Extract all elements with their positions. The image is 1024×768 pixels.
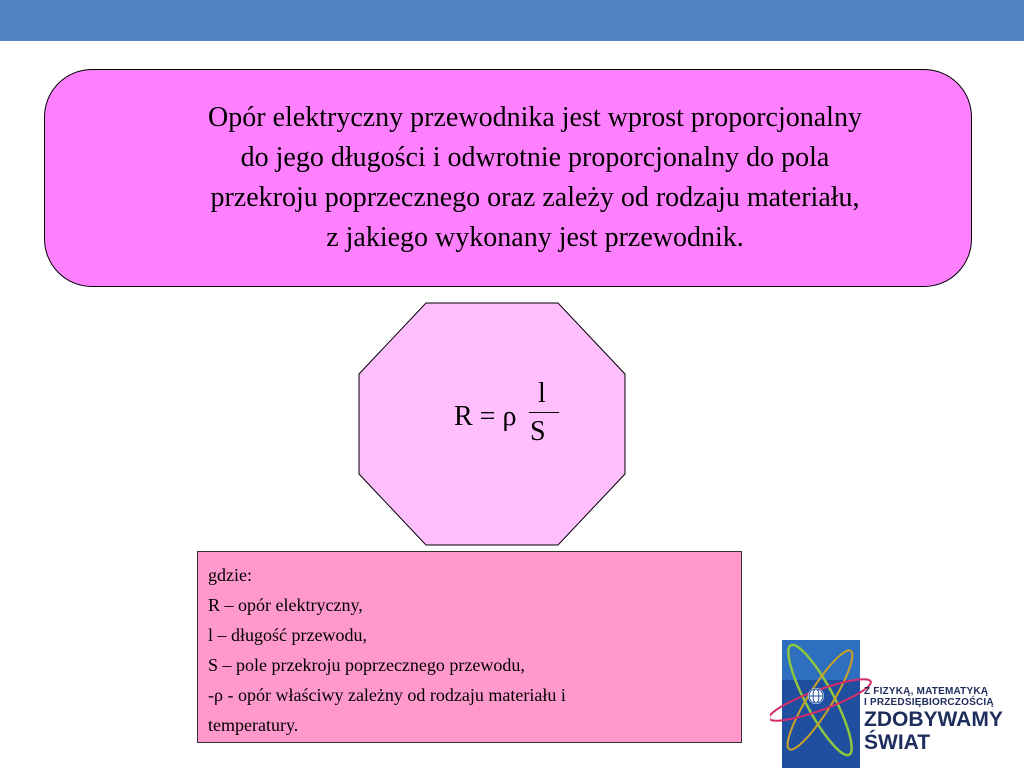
legend-line: temperatury. xyxy=(208,715,299,735)
legend-line: gdzie: xyxy=(208,565,252,585)
legend-box xyxy=(197,551,742,743)
top-bar xyxy=(0,0,1024,41)
legend-line: l – długość przewodu, xyxy=(208,625,367,645)
definition-line: przekroju poprzecznego oraz zależy od rodzaju materiału, xyxy=(210,182,860,213)
definition-line: z jakiego wykonany jest przewodnik. xyxy=(326,222,744,253)
definition-text xyxy=(85,98,985,258)
legend-line: -ρ - opór właściwy zależny od rodzaju materiału i xyxy=(208,685,566,705)
logo-text xyxy=(864,686,1003,754)
logo-title: ZDOBYWAMY xyxy=(864,708,1003,731)
logo-tagline: Z FIZYKĄ, MATEMATYKĄ xyxy=(864,686,989,697)
definition-line: do jego długości i odwrotnie proporcjonalny do pola xyxy=(240,142,830,173)
definition-box xyxy=(44,69,972,287)
logo-tagline: I PRZEDSIĘBIORCZOŚCIĄ xyxy=(864,697,994,708)
formula-lhs: R = ρ xyxy=(454,401,517,432)
formula-numerator: l xyxy=(538,378,546,409)
legend-line: R – opór elektryczny, xyxy=(208,595,363,615)
formula-denominator: S xyxy=(530,416,546,447)
logo-title: ŚWIAT xyxy=(864,731,931,754)
fraction-bar xyxy=(529,412,559,413)
definition-line: Opór elektryczny przewodnika jest wprost proporcjonalny xyxy=(208,102,862,133)
legend-line: S – pole przekroju poprzecznego przewodu, xyxy=(208,655,525,675)
